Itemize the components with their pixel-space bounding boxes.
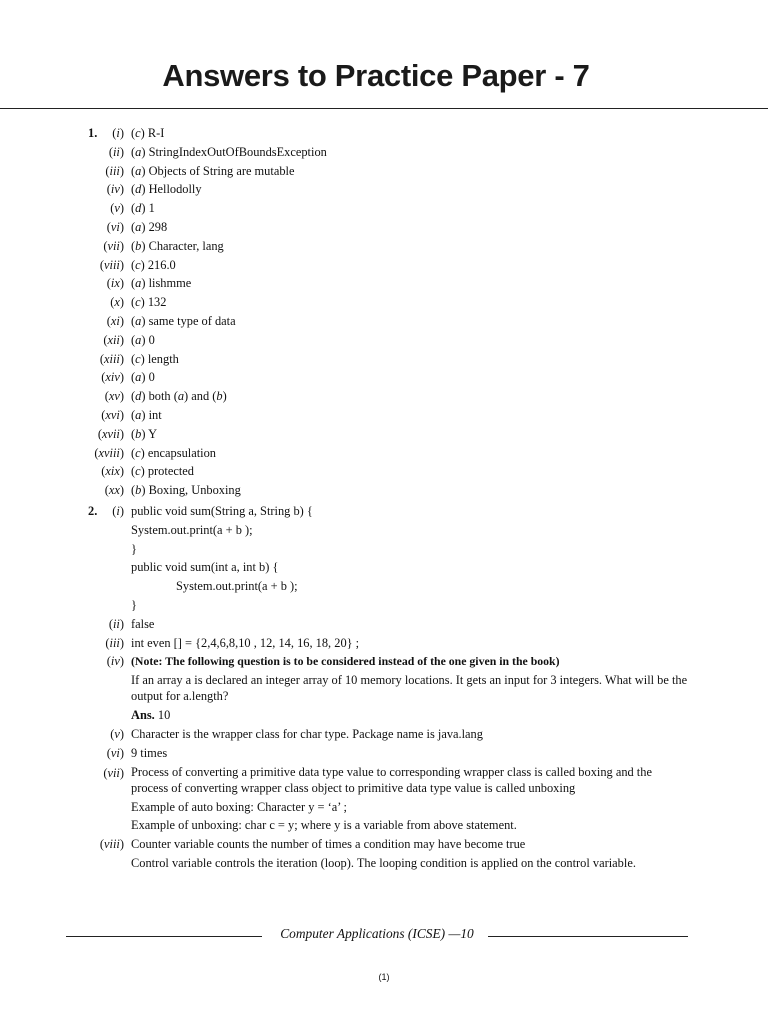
answer-text: (c) 132 — [131, 295, 167, 310]
q1-answer-row — [0, 218, 768, 237]
q2-part-iii — [0, 634, 768, 653]
answer-line — [131, 706, 170, 725]
q1-answer-row — [0, 350, 768, 369]
code-line: System.out.print(a + b ); — [176, 579, 298, 594]
q2-part-i-line3 — [0, 540, 768, 559]
item-label: (xviii) — [94, 445, 124, 460]
question-1-answers — [0, 124, 768, 500]
q2-part-iv-question: If an array a is declared an integer array of 10 memory locations. It gets an input for 3 integers. What will be the output for a.length? — [131, 673, 688, 704]
q1-answer-row — [0, 312, 768, 331]
q2-part-viii — [0, 835, 768, 854]
item-label: (iv) — [106, 654, 124, 669]
item-label: (x) — [110, 295, 124, 310]
answer-text: (b) Boxing, Unboxing — [131, 483, 241, 498]
item-label: (v) — [110, 201, 124, 216]
answer-text: Control variable controls the iteration (loop). The looping condition is applied on the control variable. — [131, 855, 636, 870]
answer-text: (d) Hellodolly — [131, 182, 202, 197]
question-number: 1. — [88, 126, 98, 140]
q1-answer-row — [0, 462, 768, 481]
answer-text: 9 times — [131, 745, 168, 760]
q2-part-vii — [0, 763, 768, 798]
item-label: (xiii) — [99, 351, 124, 366]
item-label: (vi) — [106, 745, 124, 760]
q2-part-iv-note — [0, 652, 768, 671]
item-label: (viii) — [99, 837, 124, 852]
item-label: (i) — [112, 503, 124, 518]
answer-label: Ans. — [131, 708, 155, 723]
q1-answer-row — [0, 387, 768, 406]
q2-part-iv-answer — [0, 706, 768, 725]
q1-answer-row — [0, 199, 768, 218]
answer-text: (c) 216.0 — [131, 257, 176, 272]
example-text: Example of auto boxing: Character y = ‘a’ ; — [131, 799, 347, 814]
item-label: (xx) — [104, 483, 124, 498]
answer-text: (a) StringIndexOutOfBoundsException — [131, 144, 327, 159]
title-divider — [0, 108, 768, 109]
q1-answer-row — [0, 162, 768, 181]
q1-answer-row — [0, 237, 768, 256]
answer-text: Character is the wrapper class for char type. Package name is java.lang — [131, 726, 483, 741]
answer-text: Process of converting a primitive data type value to corresponding wrapper class is called boxing and the process of converting wrapper class object to primitive data type value is called unboxing — [131, 764, 652, 795]
q2-part-i-line1 — [0, 502, 768, 521]
answer-value: 10 — [157, 708, 171, 723]
q2-part-vii-example2 — [0, 816, 768, 835]
q2-part-v — [0, 725, 768, 744]
item-label: (i) — [112, 126, 124, 140]
answer-text: (b) Character, lang — [131, 238, 224, 253]
answers-content — [0, 124, 768, 873]
item-label: (vii) — [103, 238, 124, 253]
q1-answer-row — [0, 425, 768, 444]
code-line: public void sum(int a, int b) { — [131, 560, 279, 575]
code-line: public void sum(String a, String b) { — [131, 503, 313, 518]
answer-text: (b) Y — [131, 426, 158, 441]
q2-part-vi — [0, 744, 768, 763]
item-label: (xix) — [101, 464, 124, 479]
footer-rule-right — [488, 936, 688, 937]
item-label: (xvii) — [97, 426, 124, 441]
page-number: (1) — [378, 972, 390, 982]
item-label: (vi) — [106, 219, 124, 234]
q2-part-i-line4 — [0, 558, 768, 577]
answer-text: (a) Objects of String are mutable — [131, 163, 295, 178]
footer — [66, 926, 688, 946]
item-label: (iv) — [106, 182, 124, 197]
q2-part-ii — [0, 615, 768, 634]
item-label: (xvi) — [101, 407, 124, 422]
answer-text: (a) same type of data — [131, 313, 236, 328]
footer-rule-left — [66, 936, 262, 937]
item-label: (xii) — [103, 332, 124, 347]
answer-text: (c) encapsulation — [131, 445, 216, 460]
answer-text: (c) R-I — [131, 126, 165, 140]
item-label: (vii) — [103, 765, 124, 780]
q2-part-i-line2 — [0, 521, 768, 540]
item-label: (xi) — [106, 313, 124, 328]
item-label: (ix) — [106, 276, 124, 291]
answer-text: (a) 0 — [131, 332, 155, 347]
answer-text: int even [] = {2,4,6,8,10 , 12, 14, 16, 18, 20} ; — [131, 635, 360, 650]
answer-text: (c) protected — [131, 464, 194, 479]
q2-part-i-line6 — [0, 596, 768, 615]
q2-part-viii-line2 — [0, 854, 768, 873]
answer-text: (a) lishmme — [131, 276, 192, 291]
answer-text: (a) int — [131, 407, 162, 422]
question-number: 2. — [88, 503, 98, 518]
q1-answer-row — [0, 293, 768, 312]
footer-text: Computer Applications (ICSE) —10 — [280, 926, 474, 941]
q1-answer-row — [0, 143, 768, 162]
item-label: (iii) — [105, 635, 124, 650]
code-line: System.out.print(a + b ); — [131, 522, 253, 537]
answer-text: (d) both (a) and (b) — [131, 389, 227, 404]
example-text: Example of unboxing: char c = y; where y is a variable from above statement. — [131, 818, 517, 833]
q1-answer-row — [0, 406, 768, 425]
answer-text: false — [131, 616, 155, 631]
answer-text: (d) 1 — [131, 201, 155, 216]
item-label: (viii) — [99, 257, 124, 272]
q1-answer-row — [0, 180, 768, 199]
q1-answer-row — [0, 274, 768, 293]
code-line: } — [131, 597, 137, 612]
q2-part-vii-example1 — [0, 798, 768, 817]
code-line: } — [131, 541, 137, 556]
answer-text: (a) 0 — [131, 370, 155, 385]
q1-answer-row — [0, 481, 768, 500]
q1-answer-row — [0, 331, 768, 350]
q2-part-i-line5 — [0, 577, 768, 596]
note-text: (Note: The following question is to be considered instead of the one given in the book) — [131, 654, 560, 669]
q1-answer-row — [0, 368, 768, 387]
q1-answer-row — [0, 444, 768, 463]
item-label: (xiv) — [101, 370, 124, 385]
item-label: (xv) — [104, 389, 124, 404]
q1-answer-row — [0, 124, 768, 143]
page-title: Answers to Practice Paper - 7 — [162, 58, 590, 93]
item-label: (ii) — [108, 616, 124, 631]
item-label: (iii) — [105, 163, 124, 178]
answer-text: Counter variable counts the number of times a condition may have become true — [131, 837, 526, 852]
answer-text: (a) 298 — [131, 219, 168, 234]
q1-answer-row — [0, 256, 768, 275]
item-label: (v) — [110, 726, 124, 741]
item-label: (ii) — [108, 144, 124, 159]
answer-text: (c) length — [131, 351, 179, 366]
